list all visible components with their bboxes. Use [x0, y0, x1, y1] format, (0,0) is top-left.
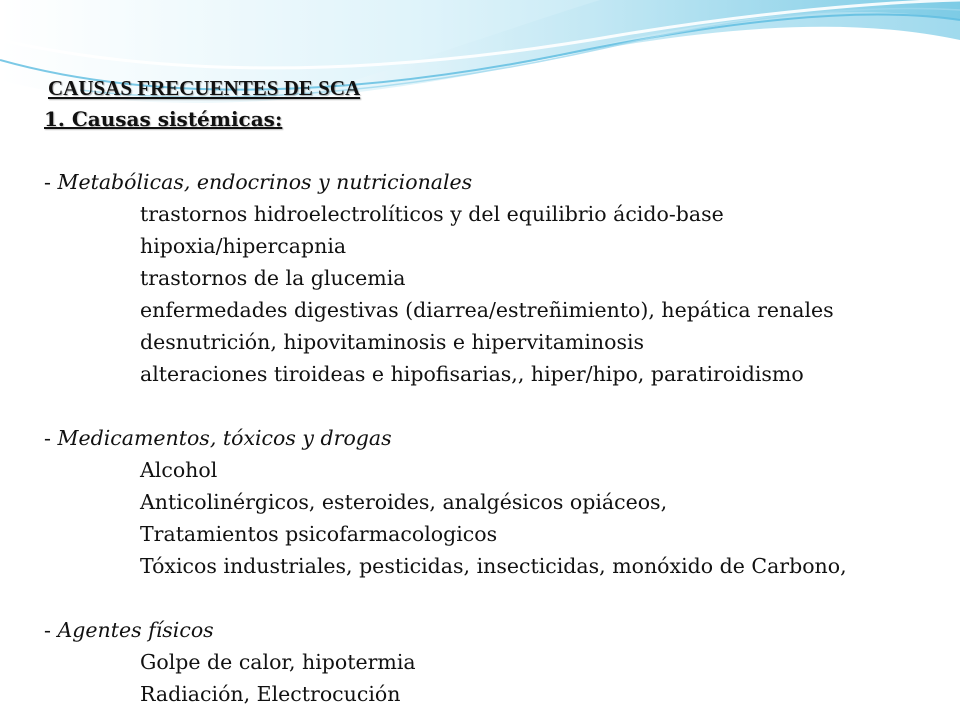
list-item: Tratamientos psicofarmacologicos [140, 522, 498, 546]
list-item: Radiación, Electrocución [140, 682, 401, 706]
bullet-dash: - [44, 618, 58, 642]
slide-title: CAUSAS FRECUENTES DE SCA [48, 76, 361, 100]
list-item: Anticolinérgicos, esteroides, analgésicos opiáceos, [140, 490, 668, 514]
list-item: Tóxicos industriales, pesticidas, insecticidas, monóxido de Carbono, [140, 554, 847, 578]
category-label: Metabólicas, endocrinos y nutricionales [57, 170, 473, 194]
list-item: alteraciones tiroideas e hipofisarias,, hiper/hipo, paratiroidismo [140, 362, 804, 386]
section-subtitle: 1. Causas sistémicas: [44, 107, 283, 131]
list-item: hipoxia/hipercapnia [140, 234, 347, 258]
list-item: trastornos hidroelectrolíticos y del equilibrio ácido-base [140, 202, 724, 226]
category-label: Medicamentos, tóxicos y drogas [57, 426, 392, 450]
bullet-dash: - [44, 426, 58, 450]
category-heading-medicamentos [44, 424, 392, 452]
category-label: Agentes físicos [57, 618, 214, 642]
category-heading-agentes-fisicos [44, 616, 214, 644]
category-heading-metabolicas [44, 168, 472, 196]
list-item: Alcohol [140, 458, 218, 482]
list-item: enfermedades digestivas (diarrea/estreñimiento), hepática renales [140, 298, 834, 322]
list-item: Golpe de calor, hipotermia [140, 650, 416, 674]
list-item: trastornos de la glucemia [140, 266, 406, 290]
list-item: desnutrición, hipovitaminosis e hipervitaminosis [140, 330, 645, 354]
bullet-dash: - [44, 170, 58, 194]
